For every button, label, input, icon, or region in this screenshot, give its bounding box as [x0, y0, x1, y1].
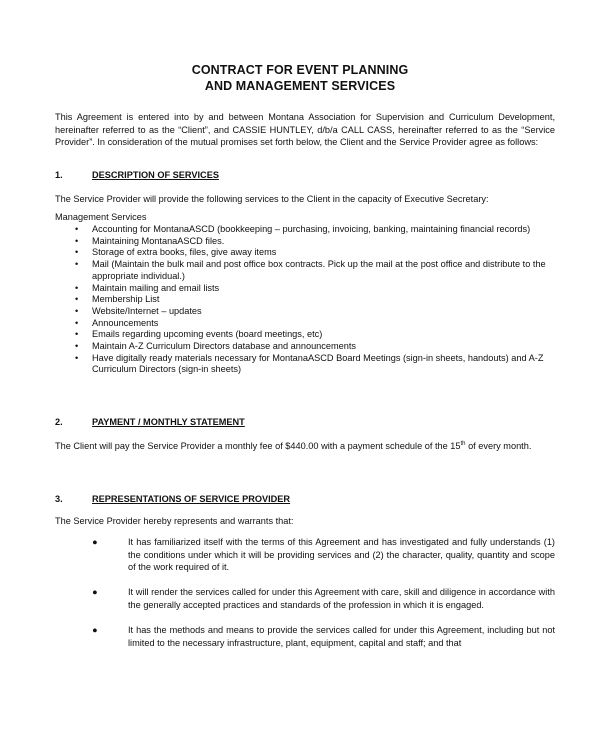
section-3-number: 3. — [55, 494, 63, 504]
bullet-icon: • — [75, 247, 79, 258]
section-3-title: REPRESENTATIONS OF SERVICE PROVIDER — [92, 494, 291, 504]
representation-text: It will render the services called for under this Agreement with care, skill and diligence in accordance with the generally accepted practices and standards of the profession in which it is engaged. — [128, 587, 555, 610]
bullet-icon: • — [75, 329, 79, 340]
section-2-title: PAYMENT / MONTHLY STATEMENT — [92, 417, 245, 427]
list-item — [75, 283, 555, 295]
bullet-icon: • — [75, 282, 79, 293]
section-2-text — [55, 438, 555, 453]
list-item-text: Membership List — [92, 294, 160, 305]
management-services-heading: Management Services — [55, 212, 147, 222]
list-item — [75, 353, 555, 376]
list-item-text: Storage of extra books, files, give away items — [92, 247, 277, 258]
section-1-title: DESCRIPTION OF SERVICES — [92, 170, 219, 180]
bullet-icon: ● — [92, 587, 98, 597]
list-item-text: Website/Internet – updates — [92, 305, 202, 316]
section-3-text: The Service Provider hereby represents and warrants that: — [55, 516, 294, 526]
bullet-icon: • — [75, 305, 79, 316]
bullet-icon: • — [75, 352, 79, 363]
document-title-line-1: CONTRACT FOR EVENT PLANNING — [191, 63, 409, 77]
section-1-text: The Service Provider will provide the following services to the Client in the capacity of Executive Secretary: — [55, 194, 489, 204]
list-item-text: Announcements — [92, 317, 159, 328]
list-item-text: Maintain A-Z Curriculum Directors database and announcements — [92, 341, 357, 352]
bullet-icon: ● — [92, 537, 98, 547]
list-item — [75, 259, 555, 282]
section-1-number: 1. — [55, 170, 63, 180]
management-services-list — [75, 224, 555, 376]
intro-paragraph: This Agreement is entered into by and between Montana Association for Supervision and Curriculum Development, hereinafter referred to as the “Client”, and CASSIE HUNTLEY, d/b/a CALL CASS, hereinafter referred to as the “Service Provider”. In consideration of the mutual promises set forth below, the Client and the Service Provider agree as follows: — [55, 112, 555, 148]
list-item — [75, 341, 555, 353]
list-item-text: Have digitally ready materials necessary for MontanaASCD Board Meetings (sign-in sheets, handouts) and A-Z Curriculum Directors (sign-in sheets) — [92, 352, 544, 375]
list-item — [75, 247, 555, 259]
list-item-text: Mail (Maintain the bulk mail and post office box contracts. Pick up the mail at the post office and distribute to the appropriate individual.) — [92, 259, 546, 281]
list-item — [75, 306, 555, 318]
list-item — [75, 236, 555, 248]
document-title-line-2: AND MANAGEMENT SERVICES — [204, 79, 396, 93]
list-item-text: Maintain mailing and email lists — [92, 282, 220, 293]
list-item — [75, 318, 555, 330]
bullet-icon: ● — [92, 625, 98, 635]
list-item — [75, 329, 555, 341]
list-item — [75, 224, 555, 236]
bullet-icon: • — [75, 317, 79, 328]
section-2-number: 2. — [55, 417, 63, 427]
payment-superscript: th — [460, 441, 466, 447]
list-item-text: Emails regarding upcoming events (board meetings, etc) — [92, 329, 323, 340]
representation-text: It has the methods and means to provide the services called for under this Agreement, including but not limited to the necessary infrastructure, plant, equipment, capital and staff; and that — [128, 625, 555, 648]
bullet-icon: • — [75, 224, 79, 234]
list-item-text: Maintaining MontanaASCD files. — [92, 235, 225, 246]
list-item-text: Accounting for MontanaASCD (bookkeeping – purchasing, invoicing, banking, maintaining financial records) — [92, 224, 531, 234]
bullet-icon: • — [75, 294, 79, 305]
representation-text: It has familiarized itself with the terms of this Agreement and has investigated and fully understands (1) the conditions under which it will be providing services and (2) the character, quality, quantity and scope of the work required of it. — [128, 537, 555, 573]
bullet-icon: • — [75, 235, 79, 246]
payment-text-start: The Client will pay the Service Provider a monthly fee of $440.00 with a payment schedule of the 15 — [55, 441, 461, 452]
bullet-icon: • — [75, 259, 79, 270]
payment-text-end: of every month. — [465, 441, 532, 452]
list-item — [75, 294, 555, 306]
bullet-icon: • — [75, 341, 79, 352]
